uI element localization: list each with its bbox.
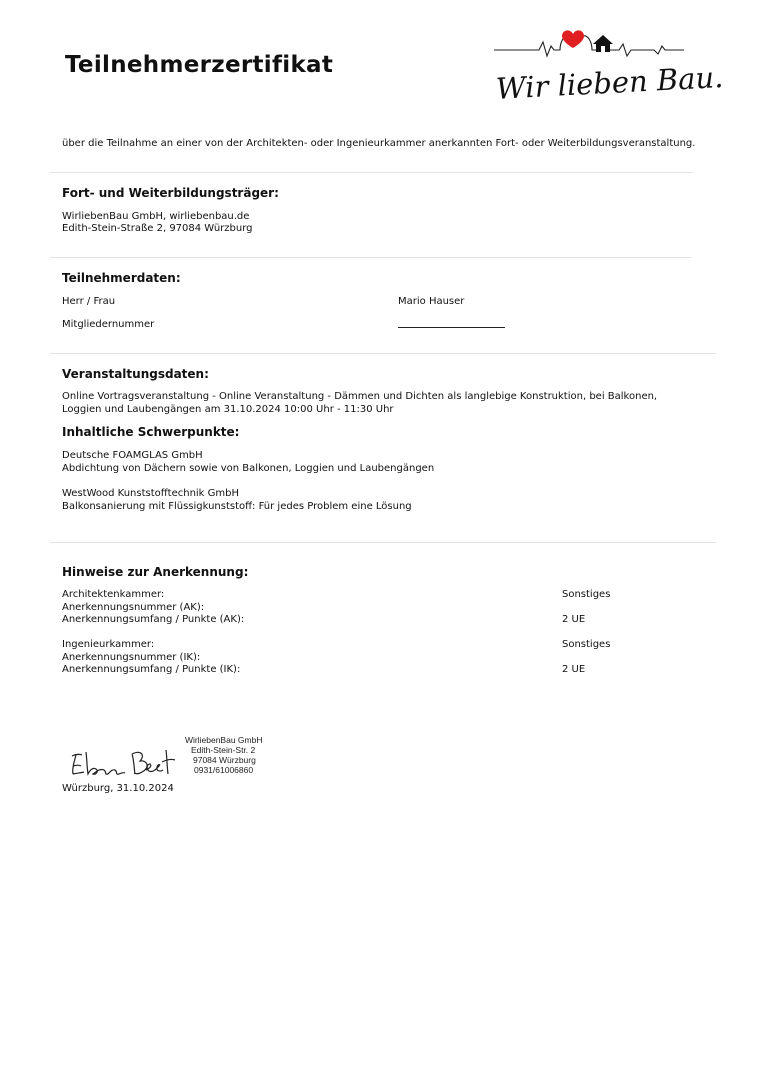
ik-number-label: Anerkennungsnummer (IK): <box>62 652 201 663</box>
focus-company: Deutsche FOAMGLAS GmbH <box>62 450 203 461</box>
stamp-line: 0931/61006860 <box>194 765 254 775</box>
ak-chamber-value: Sonstiges <box>562 589 611 600</box>
participant-heading: Teilnehmerdaten: <box>62 271 181 285</box>
ik-chamber-value: Sonstiges <box>562 639 611 650</box>
focus-topic: Abdichtung von Dächern sowie von Balkonen, Loggien und Laubengängen <box>62 463 435 474</box>
ik-chamber-label: Ingenieurkammer: <box>62 639 155 650</box>
focus-topic: Balkonsanierung mit Flüssigkunststoff: Für jedes Problem eine Lösung <box>62 501 412 512</box>
ak-points-label: Anerkennungsumfang / Punkte (AK): <box>62 614 245 625</box>
event-heading: Veranstaltungsdaten: <box>62 367 209 381</box>
handwritten-signature <box>66 742 186 780</box>
divider <box>50 353 716 354</box>
place-date: Würzburg, 31.10.2024 <box>62 783 174 794</box>
page-title: Teilnehmerzertifikat <box>65 52 334 78</box>
ik-points-label: Anerkennungsumfang / Punkte (IK): <box>62 664 241 675</box>
stamp-line: WirliebenBau GmbH <box>185 735 263 745</box>
participant-name: Mario Hauser <box>398 296 465 307</box>
heartbeat-line-icon <box>494 36 684 56</box>
focus-company: WestWood Kunststofftechnik GmbH <box>62 488 240 499</box>
event-description-line1: Online Vortragsveranstaltung - Online Veranstaltung - Dämmen und Dichten als langlebige Konstruktion, bei Balkonen, <box>62 391 658 402</box>
heart-icon <box>562 30 584 48</box>
event-description-line2: Loggien und Laubengängen am 31.10.2024 10:00 Uhr - 11:30 Uhr <box>62 404 394 415</box>
intro-text: über die Teilnahme an einer von der Architekten- oder Ingenieurkammer anerkannten Fort- oder Weiterbildungsveranstaltung. <box>62 138 696 149</box>
recognition-heading: Hinweise zur Anerkennung: <box>62 565 249 579</box>
member-number-label: Mitgliedernummer <box>62 319 155 330</box>
company-logo <box>494 26 725 106</box>
provider-address: Edith-Stein-Straße 2, 97084 Würzburg <box>62 223 253 234</box>
provider-heading: Fort- und Weiterbildungsträger: <box>62 186 279 200</box>
ik-points-value: 2 UE <box>562 664 586 675</box>
logo-text: Wir lieben Bau. <box>495 59 725 106</box>
focus-heading: Inhaltliche Schwerpunkte: <box>62 425 240 439</box>
member-number-line <box>398 327 505 328</box>
divider <box>50 542 716 543</box>
stamp-line: Edith-Stein-Str. 2 <box>191 745 256 755</box>
ak-number-label: Anerkennungsnummer (AK): <box>62 602 205 613</box>
ak-chamber-label: Architektenkammer: <box>62 589 165 600</box>
company-stamp <box>181 735 262 775</box>
provider-name: WirliebenBau GmbH, wirliebenbau.de <box>62 211 250 222</box>
stamp-line: 97084 Würzburg <box>193 755 256 765</box>
divider <box>50 172 693 173</box>
ak-points-value: 2 UE <box>562 614 586 625</box>
house-icon <box>593 35 613 52</box>
salutation-label: Herr / Frau <box>62 296 116 307</box>
divider <box>50 257 691 258</box>
